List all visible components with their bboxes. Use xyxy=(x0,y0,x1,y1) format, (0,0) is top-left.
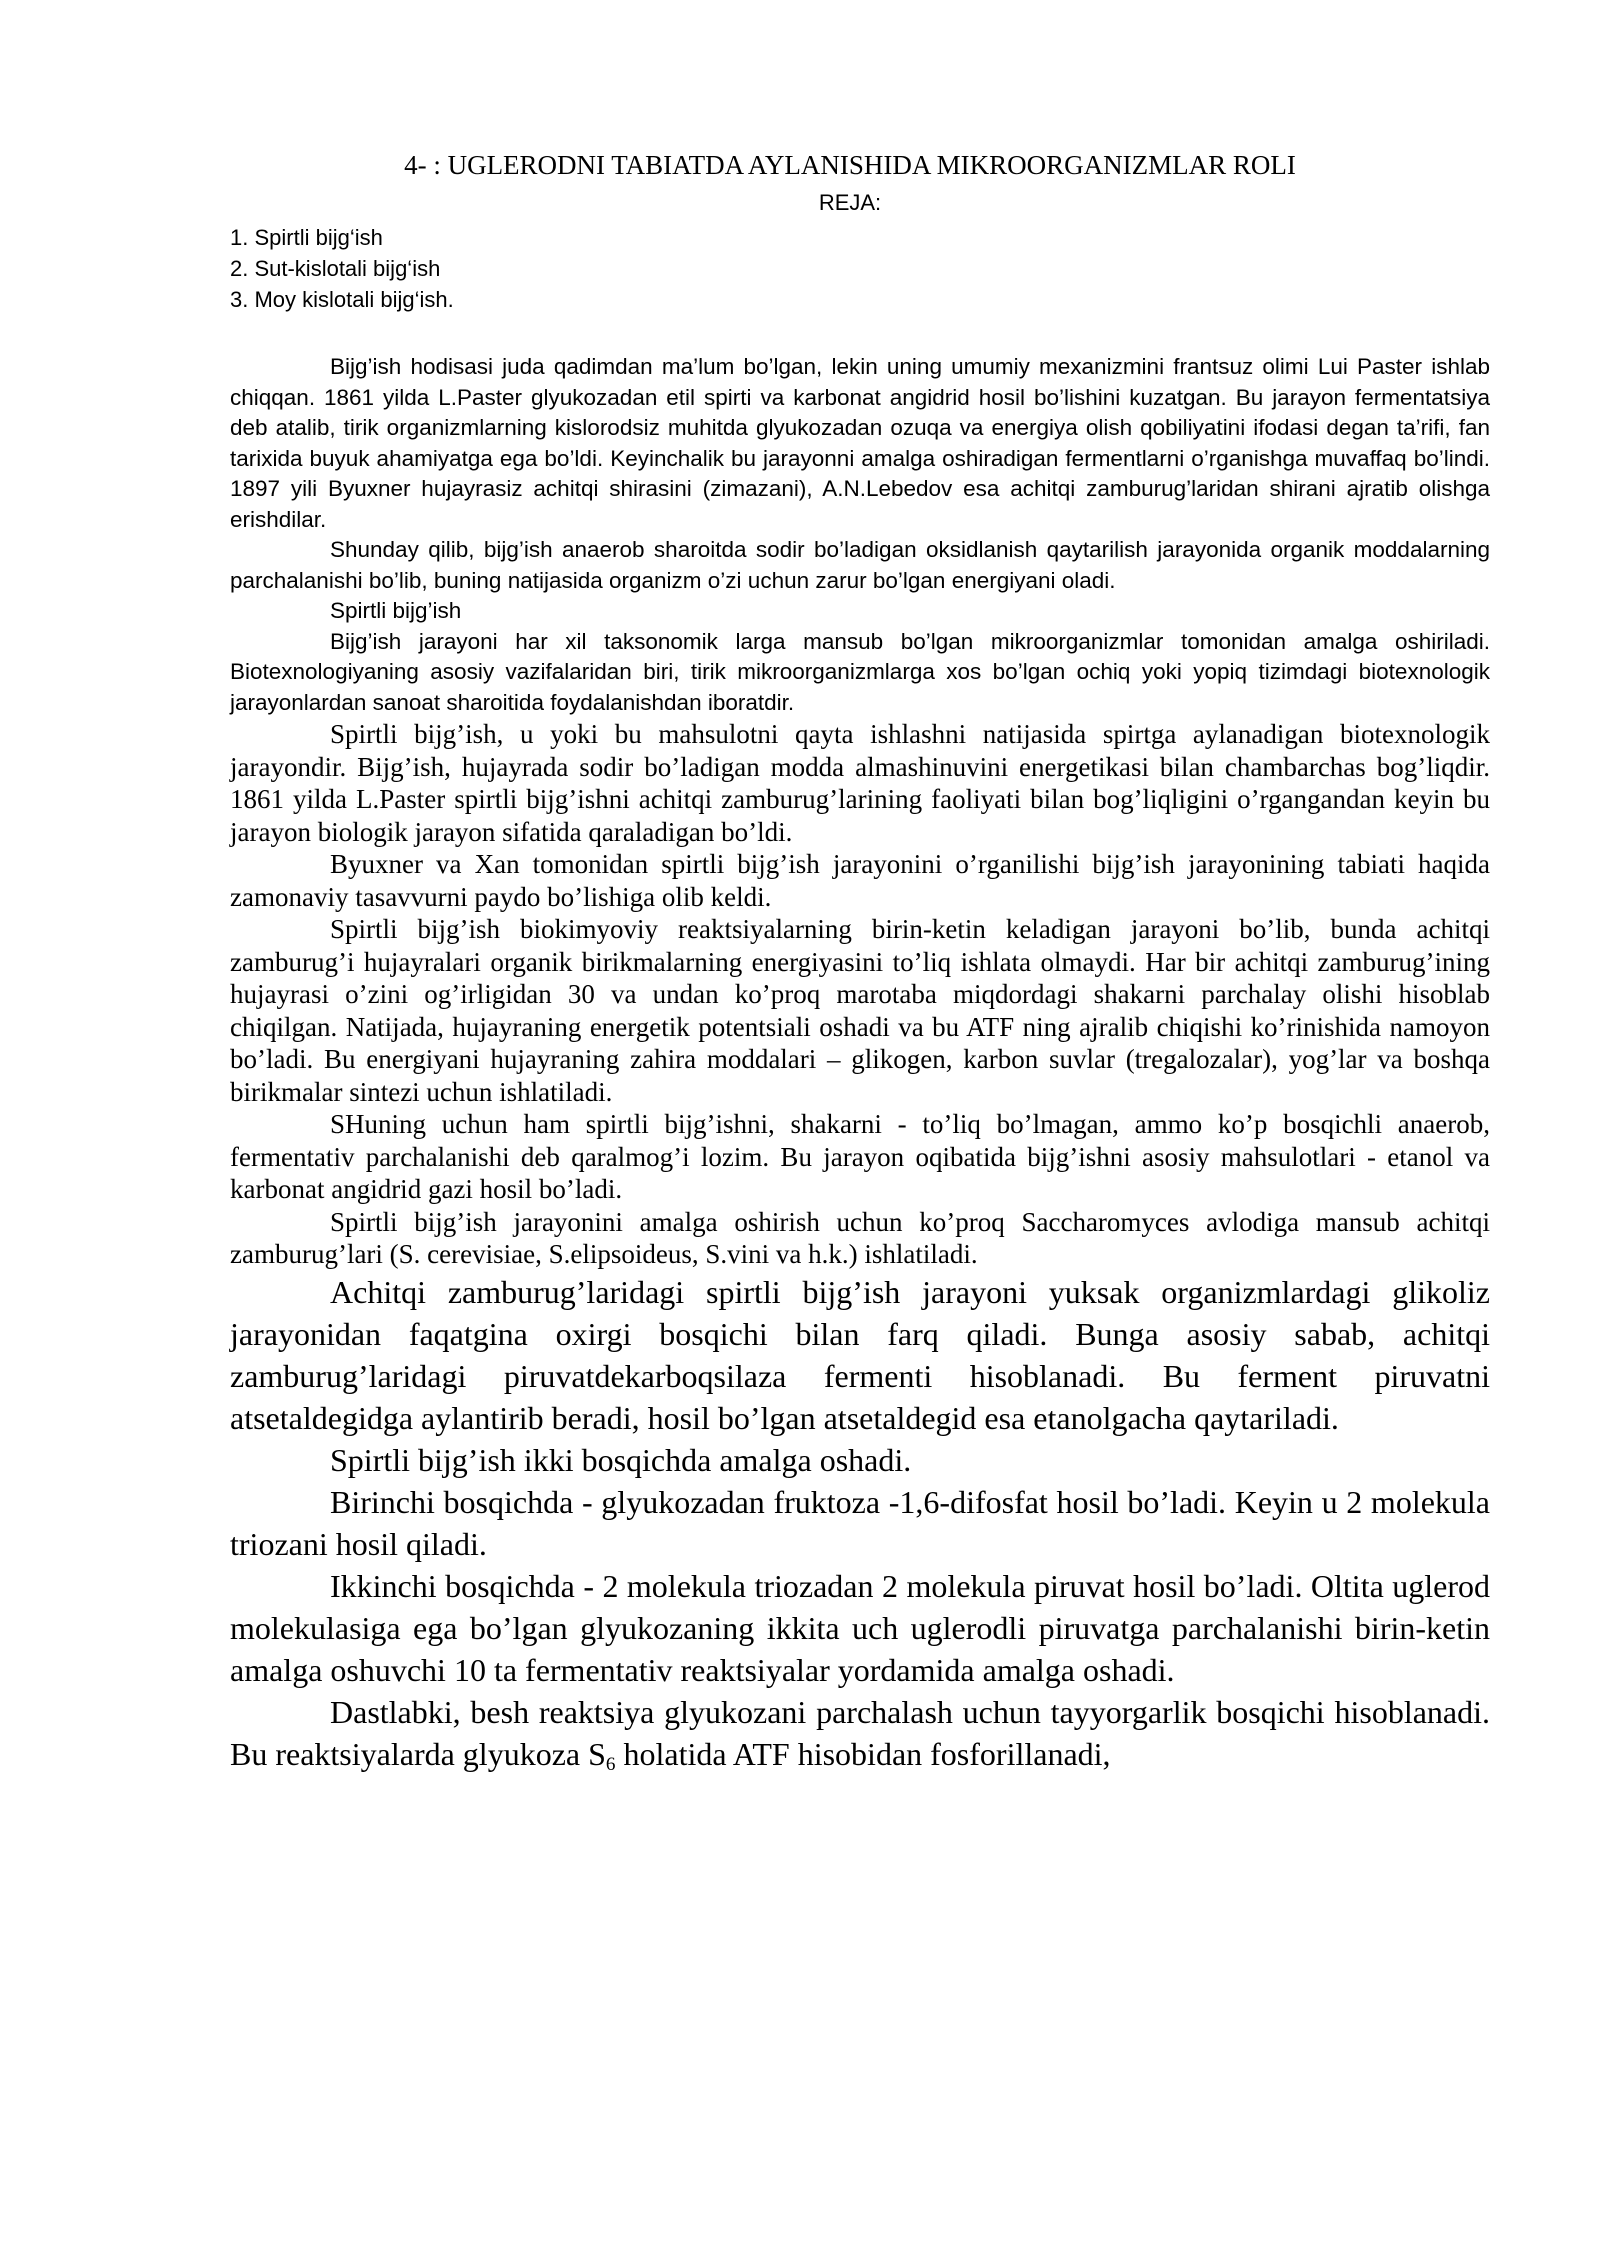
paragraph: Ikkinchi bosqichda - 2 molekula triozadan 2 molekula piruvat hosil bo’ladi. Oltita uglerod molekulasiga ega bo’lgan glyukozaning ikkita uch uglerodli piruvatga parchalanishi birin-ketin amalga oshuvchi 10 ta fermentativ reaktsiyalar yordamida amalga oshadi. xyxy=(230,1567,1490,1688)
plan-heading: REJA: xyxy=(818,190,882,215)
paragraph: Spirtli bijg’ish biokimyoviy reaktsiyalarning birin-ketin keladigan jarayoni bo’lib, bunda achitqi zamburug’i hujayralari organik birikmalarning energiyasini to’liq ishlata olmaydi. Har bir achitqi zamburug’ining hujayrasi o’zini og’irligidan 30 va undan ko’proq marotaba miqdordagi shakarni parchalay olishi hisoblab chiqilgan. Natijada, hujayraning energetik potentsiali oshadi va bu ATF ning ajralib chiqishi ko’rinishida namoyon bo’ladi. Bu energiyani hujayraning zahira moddalari – glikogen, karbon suvlar (tregalozalar), yog’lar va boshqa birikmalar sintezi uchun ishlatiladi. xyxy=(230,914,1490,1107)
plan-item: 2. Sut-kislotali bijg‘ish xyxy=(230,256,441,281)
paragraph: Spirtli bijg’ish, u yoki bu mahsulotni qayta ishlashni natijasida spirtga aylanadigan biotexnologik jarayondir. Bijg’ish, hujayrada sodir bo’ladigan modda almashinuvini energetikasi bilan chambarchas bog’liqdir. 1861 yilda L.Paster spirtli bijg’ishni achitqi zamburug’larining faoliyati bilan bog’liqligini o’rgangandan keyin bu jarayon biologik jarayon sifatida qaraladigan bo’ldi. xyxy=(230,719,1490,847)
paragraph: Achitqi zamburug’laridagi spirtli bijg’ish jarayoni yuksak organizmlardagi glikoliz jarayonidan faqatgina oxirgi bosqichi bilan farq qiladi. Bunga asosiy sabab, achitqi zamburug’laridagi piruvatdekarboqsilaza fermenti hisoblanadi. Bu ferment piruvatni atsetaldegidga aylantirib beradi, hosil bo’lgan atsetaldegid esa etanolgacha qaytariladi. xyxy=(230,1273,1490,1436)
paragraph: Shunday qilib, bijg’ish anaerob sharoitda sodir bo’ladigan oksidlanish qaytarilish jarayonida organik moddalarning parchalanishi bo’lib, buning natijasida organizm o’zi uchun zarur bo’lgan energiyani oladi. xyxy=(230,537,1490,593)
section-heading: Spirtli bijg’ish xyxy=(330,598,462,623)
plan-item: 3. Moy kislotali bijg‘ish. xyxy=(230,287,454,312)
paragraph: Bijg’ish hodisasi juda qadimdan ma’lum bo’lgan, lekin uning umumiy mexanizmini frantsuz olimi Lui Paster ishlab chiqqan. 1861 yilda L.Paster glyukozadan etil spirti va karbonat angidrid hosil bo’lishini kuzatgan. Bu jarayon fermentatsiya deb atalib, tirik organizmlarning kislorodsiz muhitda glyukozadan ozuqa va energiya olish qobiliyatini ifodasi degan ta’rifi, fan tarixida buyuk ahamiyatga ega bo’ldi. Keyinchalik bu jarayonni amalga oshiradigan fermentlarni o’rganishga muvaffaq bo’lindi. 1897 yili Byuxner hujayrasiz achitqi shirasini (zimazani), A.N.Lebedov esa achitqi zamburug’laridan shirani ajratib olishga erishdilar. xyxy=(230,354,1490,532)
paragraph-text: Dastlabki, besh reaktsiya glyukozani parchalash uchun tayyorgarlik bosqichi hisoblanadi. Bu reaktsiyalarda glyukoza S xyxy=(230,1693,1490,1772)
paragraph: SHuning uchun ham spirtli bijg’ishni, shakarni - to’liq bo’lmagan, ammo ko’p bosqichli anaerob, fermentativ parchalanishi deb qaralmog’i lozim. Bu jarayon oqibatida bijg’ishni asosiy mahsulotlari - etanol va karbonat angidrid gazi hosil bo’ladi. xyxy=(230,1109,1490,1204)
paragraph: Spirtli bijg’ish jarayonini amalga oshirish uchun ko’proq Saccharomyces avlodiga mansub achitqi zamburug’lari (S. cerevisiae, S.elipsoideus, S.vini va h.k.) ishlatiladi. xyxy=(230,1206,1490,1269)
plan-item: 1. Spirtli bijg‘ish xyxy=(230,225,383,250)
subscript: 6 xyxy=(605,1753,616,1775)
paragraph: Birinchi bosqichda - glyukozadan fruktoza -1,6-difosfat hosil bo’ladi. Keyin u 2 molekula triozani hosil qiladi. xyxy=(230,1483,1490,1562)
paragraph-text: holatida ATF hisobidan fosforillanadi, xyxy=(615,1735,1111,1772)
paragraph: Spirtli bijg’ish ikki bosqichda amalga oshadi. xyxy=(330,1441,912,1478)
document-title: 4- : UGLERODNI TABIATDA AYLANISHIDA MIKROORGANIZMLAR ROLI xyxy=(404,150,1296,180)
document-body xyxy=(230,352,1490,1785)
paragraph: Byuxner va Xan tomonidan spirtli bijg’ish jarayonini o’rganilishi bijg’ish jarayonining tabiati haqida zamonaviy tasavvurni paydo bo’lishiga olib keldi. xyxy=(230,849,1490,912)
plan-list xyxy=(230,222,454,315)
paragraph xyxy=(230,1691,1490,1786)
paragraph: Bijg’ish jarayoni har xil taksonomik larga mansub bo’lgan mikroorganizmlar tomonidan amalga oshiriladi. Biotexnologiyaning asosiy vazifalaridan biri, tirik mikroorganizmlarga xos bo’lgan ochiq yoki yopiq tizimdagi biotexnologik jarayonlardan sanoat sharoitida foydalanishdan iboratdir. xyxy=(230,628,1490,715)
